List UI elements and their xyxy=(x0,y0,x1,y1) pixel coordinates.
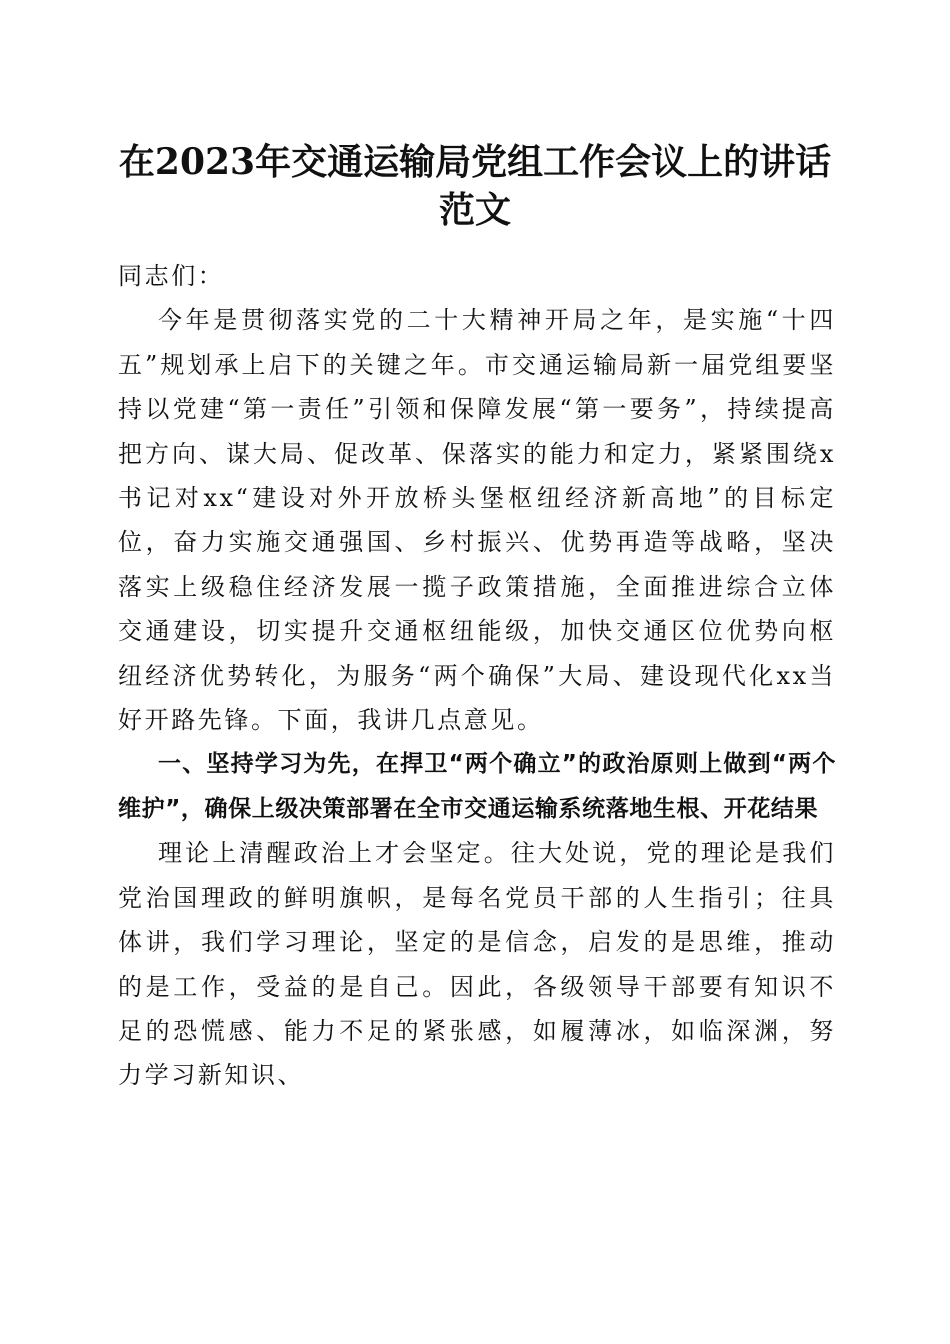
section-heading-1: 一、坚持学习为先，在捍卫“两个确立”的政治原则上做到“两个维护”，确保上级决策部署在全市交通运输系统落地生根、开花结果 xyxy=(118,751,836,822)
salutation: 同志们： xyxy=(118,262,225,290)
paragraph-intro: 今年是贯彻落实党的二十大精神开局之年，是实施“十四五”规划承上启下的关键之年。市交通运输局新一届党组要坚持以党建“第一责任”引领和保障发展“第一要务”，持续提高把方向、谋大局、促改革、保落实的能力和定力，紧紧围绕x书记对xx“建设对外开放桥头堡枢纽经济新高地”的目标定位，奋力实施交通强国、乡村振兴、优势再造等战略，坚决落实上级稳住经济发展一揽子政策措施，全面推进综合立体交通建设，切实提升交通枢纽能级，加快交通区位优势向枢纽经济优势转化，为服务“两个确保”大局、建设现代化xx当好开路先锋。下面，我讲几点意见。 xyxy=(118,306,836,735)
paragraph-section-1: 理论上清醒政治上才会坚定。往大处说，党的理论是我们党治国理政的鲜明旗帜，是每名党员干部的人生指引；往具体讲，我们学习理论，坚定的是信念，启发的是思维，推动的是工作，受益的是自己。因此，各级领导干部要有知识不足的恐慌感、能力不足的紧张感，如履薄冰，如临深渊，努力学习新知识、 xyxy=(118,839,836,1090)
title-line-2: 范文 xyxy=(438,189,511,231)
document-title xyxy=(110,138,840,234)
title-line-1: 在2023年交通运输局党组工作会议上的讲话 xyxy=(118,141,832,183)
document-body xyxy=(118,254,836,1098)
